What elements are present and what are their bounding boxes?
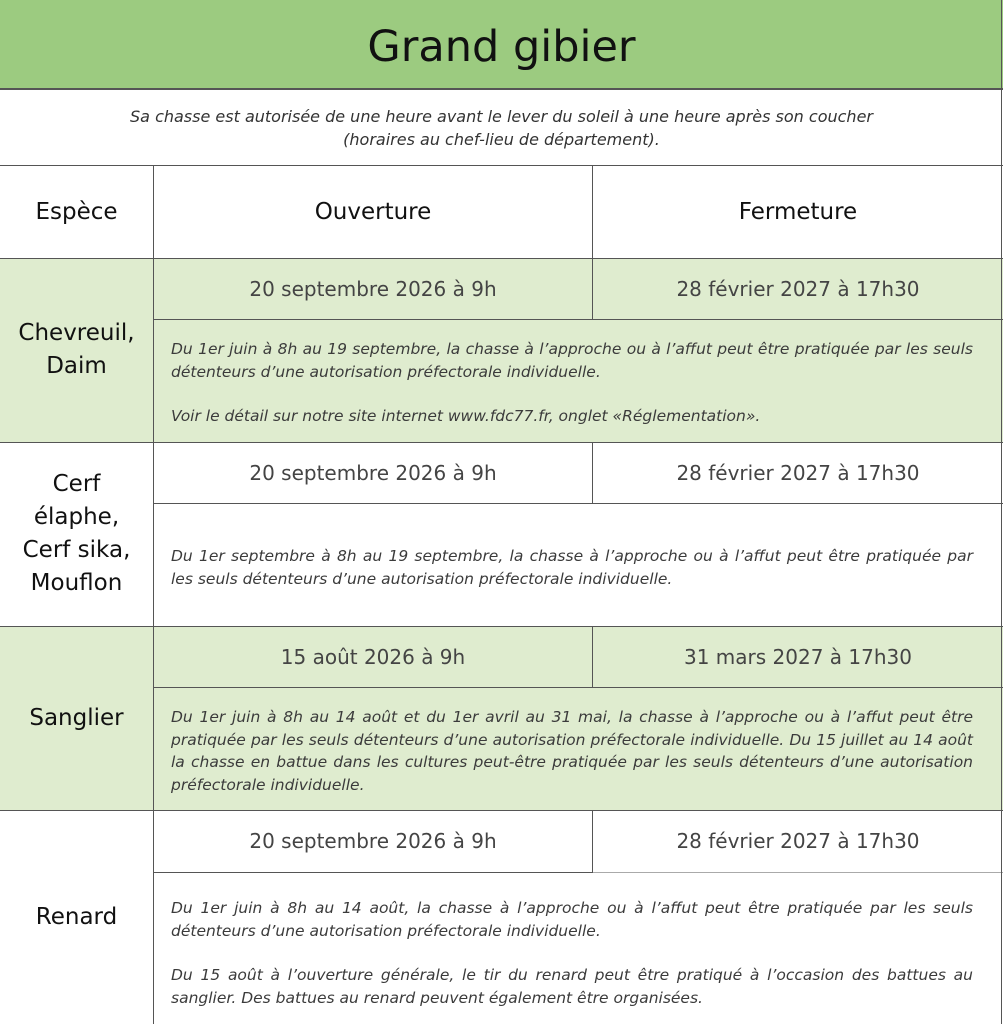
divider [592, 166, 593, 258]
intro-line-1: Sa chasse est autorisée de une heure avant le lever du soleil à une heure après son coucher [130, 106, 873, 126]
species-label: Chevreuil, Daim [18, 320, 135, 379]
note-paragraph: Du 15 août à l’ouverture générale, le tir du renard peut être pratiqué à l’occasion des battues au sanglier. Des battues au renard peuvent également être organisées. [171, 966, 973, 1007]
header-opening: Ouverture [153, 166, 593, 258]
species-cerf-mouflon [0, 442, 153, 626]
note-paragraph: Du 1er juin à 8h au 14 août et du 1er avril au 31 mai, la chasse à l’approche ou à l’affut peut être pratiquée par les seuls détenteurs d’une autorisation préfectorale individuelle. Du 15 juillet au 14 août la chasse en battue dans les cultures peut-être pratiquée par les seuls détenteurs d’une autorisation préfectorale individuelle. [171, 708, 973, 794]
species-label: Cerf élaphe, Cerf sika, Mouflon [22, 471, 131, 596]
divider [153, 503, 1003, 504]
species-label: Sanglier [29, 704, 124, 731]
divider [593, 872, 1003, 873]
note-cerf [153, 545, 1003, 605]
intro-text [0, 90, 1003, 166]
species-renard [0, 810, 153, 1024]
divider [0, 442, 1003, 443]
species-label: Renard [35, 903, 118, 930]
note-chevreuil [153, 338, 1003, 442]
divider [592, 442, 593, 503]
divider [153, 872, 593, 873]
header-closing: Fermeture [593, 166, 1003, 258]
divider [153, 166, 154, 1024]
note-paragraph: Voir le détail sur notre site internet www.fdc77.fr, onglet «Réglementation». [171, 407, 761, 425]
species-chevreuil-daim [0, 258, 153, 442]
opening-date-renard: 20 septembre 2026 à 9h [249, 829, 497, 853]
intro-line-2: (horaires au chef-lieu de département). [343, 129, 660, 149]
divider [592, 810, 593, 872]
divider [0, 810, 1003, 811]
divider [153, 687, 1003, 688]
opening-date-sanglier: 15 août 2026 à 9h [280, 644, 466, 669]
divider [153, 319, 1003, 320]
closing-date-chevreuil: 28 février 2027 à 17h30 [676, 276, 920, 301]
note-renard [153, 897, 1003, 1017]
note-sanglier [153, 706, 1003, 806]
opening-date-cerf: 20 septembre 2026 à 9h [249, 460, 497, 485]
header-species: Espèce [0, 166, 153, 258]
closing-date-sanglier: 31 mars 2027 à 17h30 [684, 644, 912, 669]
closing-date-renard: 28 février 2027 à 17h30 [676, 829, 920, 853]
note-paragraph: Du 1er juin à 8h au 14 août, la chasse à l’approche ou à l’affut peut être pratiquée par les seuls détenteurs d’une autorisation préfectorale individuelle. [171, 899, 973, 940]
page-title: Grand gibier [0, 0, 1003, 90]
closing-date-cerf: 28 février 2027 à 17h30 [676, 460, 920, 485]
divider [1001, 0, 1002, 1024]
divider [592, 626, 593, 687]
divider [0, 258, 1003, 259]
note-paragraph: Du 1er juin à 8h au 19 septembre, la chasse à l’approche ou à l’affut peut être pratiquée par les seuls détenteurs d’une autorisation préfectorale individuelle. [171, 340, 973, 381]
note-paragraph: Du 1er septembre à 8h au 19 septembre, la chasse à l’approche ou à l’affut peut être pratiquée par les seuls détenteurs d’une autorisation préfectorale individuelle. [171, 547, 973, 588]
divider [592, 258, 593, 319]
opening-date-chevreuil: 20 septembre 2026 à 9h [249, 276, 497, 301]
species-sanglier [0, 626, 153, 810]
divider [0, 626, 1003, 627]
